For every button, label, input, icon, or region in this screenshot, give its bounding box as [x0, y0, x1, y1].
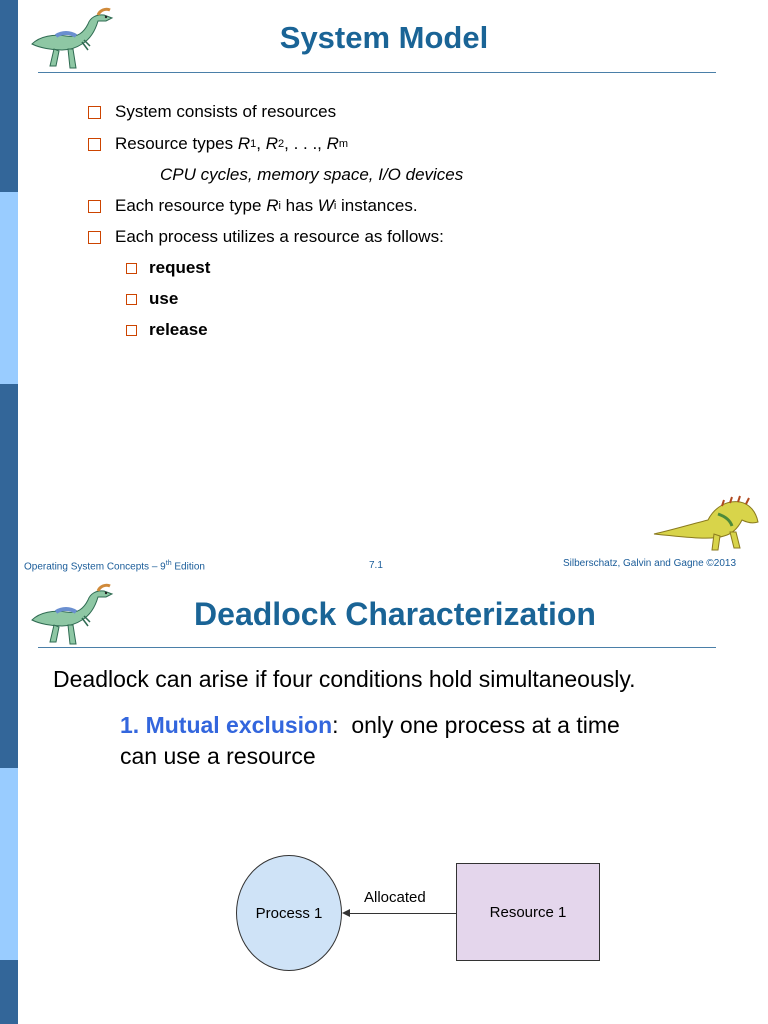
page-title: System Model [279, 20, 489, 55]
title-divider [38, 647, 716, 648]
resource-node: Resource 1 [456, 863, 600, 961]
list-item: Resource types R 1 , R 2 , . . ., R m [88, 134, 348, 154]
square-bullet-icon [126, 325, 137, 336]
process-node: Process 1 [236, 855, 342, 971]
condition-label: 1. Mutual exclusion [120, 712, 333, 738]
condition-line-2: can use a resource [120, 743, 316, 769]
square-bullet-icon [88, 200, 101, 213]
footer-book-title: Operating System Concepts – 9th Edition [24, 560, 205, 573]
slide-deadlock-characterization [0, 576, 768, 1024]
list-item: System consists of resources [88, 102, 336, 122]
condition-line-1: 1. Mutual exclusion: only one process at a time [120, 712, 620, 738]
resource-examples: CPU cycles, memory space, I/O devices [160, 165, 464, 184]
list-item: use [126, 289, 178, 309]
square-bullet-icon [88, 231, 101, 244]
square-bullet-icon [88, 138, 101, 151]
title-divider [38, 72, 716, 73]
arrow-head-icon [342, 909, 350, 917]
page-title: Deadlock Characterization [194, 596, 596, 632]
intro-text: Deadlock can arise if four conditions hold simultaneously. [53, 666, 636, 692]
footer-page-number: 7.1 [369, 560, 383, 571]
footer-authors: Silberschatz, Galvin and Gagne ©2013 [563, 558, 737, 569]
dinosaur-footer-icon [652, 494, 762, 554]
list-item: request [126, 258, 210, 278]
edge-label: Allocated [364, 889, 426, 906]
allocation-edge [348, 913, 456, 914]
square-bullet-icon [88, 106, 101, 119]
list-item: release [126, 320, 208, 340]
list-item: Each process utilizes a resource as follows: [88, 227, 444, 247]
list-item: Each resource type R i has W i instances. [88, 196, 418, 216]
square-bullet-icon [126, 294, 137, 305]
square-bullet-icon [126, 263, 137, 274]
